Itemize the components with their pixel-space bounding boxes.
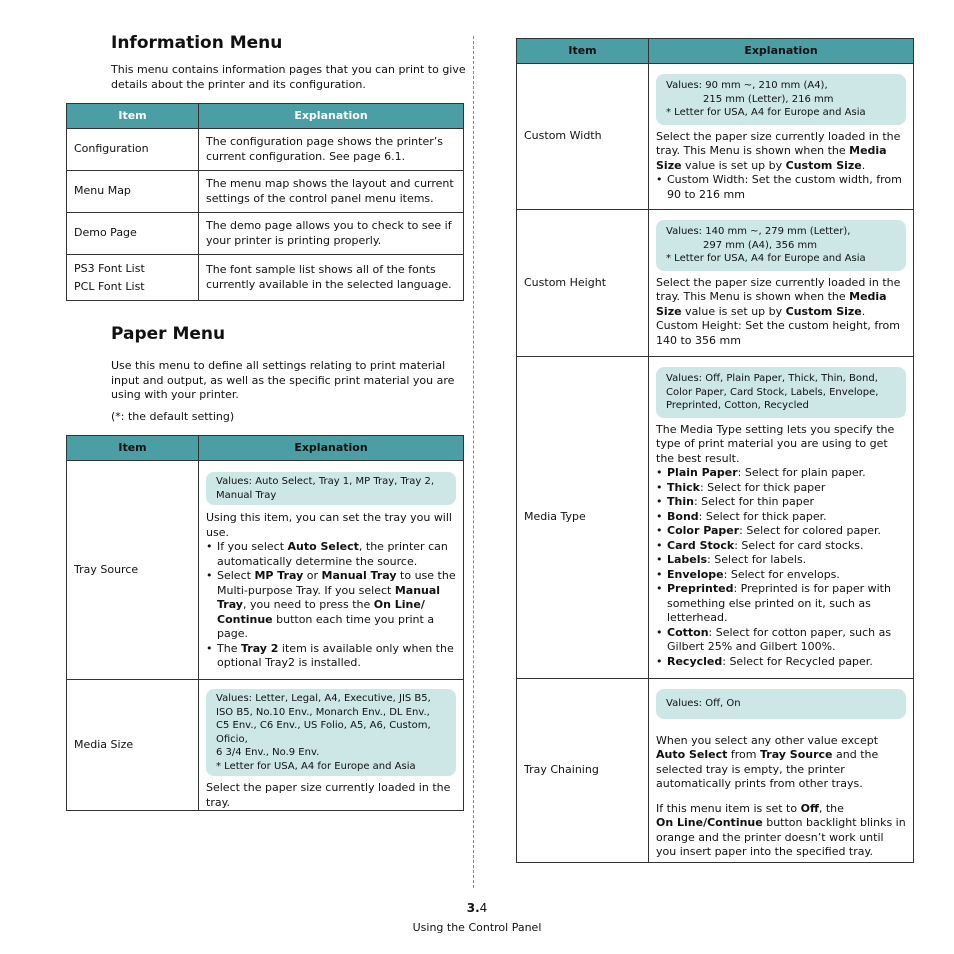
list-item: • Thick: Select for thick paper — [667, 481, 906, 496]
values-box: Values: 90 mm ~, 210 mm (A4), 215 mm (Letter), 216 mm * Letter for USA, A4 for Europe and Asia — [656, 74, 906, 125]
paper-menu-table-left — [66, 435, 464, 811]
explanation-text: When you select any other value except Auto Select from Tray Source and the selected tray is empty, the printer automatically prints from other trays. — [656, 733, 879, 790]
list-item: • Card Stock: Select for card stocks. — [667, 539, 906, 554]
option-list — [206, 540, 456, 671]
information-menu-heading: Information Menu — [111, 33, 283, 53]
table-row — [67, 680, 464, 811]
information-menu-intro: This menu contains information pages that you can print to give details about the printer and its configuration. — [111, 63, 466, 91]
values-box: Values: Auto Select, Tray 1, MP Tray, Tray 2, Manual Tray — [206, 472, 456, 505]
list-item: • Plain Paper: Select for plain paper. — [667, 466, 906, 481]
list-item: • The Tray 2 item is available only when the optional Tray2 is installed. — [217, 642, 456, 671]
row-item: Custom Width — [517, 64, 649, 210]
list-item: • Custom Width: Set the custom width, from 90 to 216 mm — [667, 173, 906, 202]
row-explanation — [649, 210, 914, 357]
table-row — [67, 255, 464, 301]
list-item: • Select MP Tray or Manual Tray to use the Multi-purpose Tray. If you select Manual Tray, you need to press the On Line/ Continue button each time you print a page. — [217, 569, 456, 642]
explanation-text: Select the paper size currently loaded in the tray. — [206, 781, 451, 809]
list-item: • If you select Auto Select, the printer can automatically determine the source. — [217, 540, 456, 569]
row-explanation — [199, 461, 464, 680]
row-explanation: The configuration page shows the printer’s current configuration. See page 6.1. — [199, 129, 464, 171]
table-row — [67, 213, 464, 255]
explanation-text: If this menu item is set to Off, the On Line/Continue button backlight blinks in orange and the printer doesn’t work until you insert paper into the specified tray. — [656, 801, 906, 858]
list-item: • Labels: Select for labels. — [667, 553, 906, 568]
row-item — [67, 255, 199, 301]
list-item: • Envelope: Select for envelops. — [667, 568, 906, 583]
table-row — [517, 64, 914, 210]
row-explanation — [649, 357, 914, 679]
table-row — [517, 679, 914, 863]
page-number: 3.4 — [466, 901, 488, 915]
list-item: • Cotton: Select for cotton paper, such as Gilbert 25% and Gilbert 100%. — [667, 626, 906, 655]
table-row — [67, 461, 464, 680]
row-explanation: The menu map shows the layout and current settings of the control panel menu items. — [199, 171, 464, 213]
values-box: Values: Off, Plain Paper, Thick, Thin, Bond, Color Paper, Card Stock, Labels, Envelope, Preprinted, Cotton, Recycled — [656, 367, 906, 418]
option-list — [656, 466, 906, 669]
table-row — [67, 129, 464, 171]
list-item: • Color Paper: Select for colored paper. — [667, 524, 906, 539]
list-item: • Bond: Select for thick paper. — [667, 510, 906, 525]
table-row — [67, 171, 464, 213]
footer-title: Using the Control Panel — [412, 921, 542, 934]
row-item: Tray Chaining — [517, 679, 649, 863]
values-box: Values: Letter, Legal, A4, Executive, JIS B5, ISO B5, No.10 Env., Monarch Env., DL Env., C5 Env., C6 Env., US Folio, A5, A6, Custom, Oficio, 6 3/4 Env., No.9 Env. * Letter for USA, A4 for Europe and Asia — [206, 689, 456, 776]
explanation-text: Custom Height: Set the custom height, from 140 to 356 mm — [656, 319, 900, 347]
explanation-text: Using this item, you can set the tray you will use. — [206, 511, 452, 539]
row-explanation — [649, 679, 914, 863]
column-header-item: Item — [67, 104, 199, 129]
explanation-text: Select the paper size currently loaded in the tray. This Menu is shown when the Media Size value is set up by Custom Size. — [656, 129, 901, 172]
default-setting-note: (*: the default setting) — [111, 410, 235, 423]
column-header-item: Item — [517, 39, 649, 64]
row-item: Custom Height — [517, 210, 649, 357]
column-divider — [473, 36, 474, 888]
values-box: Values: 140 mm ~, 279 mm (Letter), 297 mm (A4), 356 mm * Letter for USA, A4 for Europe and Asia — [656, 220, 906, 271]
column-header-explanation: Explanation — [649, 39, 914, 64]
table-row — [517, 357, 914, 679]
paper-menu-table-right — [516, 38, 914, 863]
explanation-text: Select the paper size currently loaded in the tray. This Menu is shown when the Media Size value is set up by Custom Size. — [656, 275, 901, 318]
paper-menu-intro: Use this menu to define all settings relating to print material input and output, as well as the specific print material you are using with your printer. — [111, 359, 455, 401]
column-header-item: Item — [67, 436, 199, 461]
list-item: • Recycled: Select for Recycled paper. — [667, 655, 906, 670]
row-item: Media Type — [517, 357, 649, 679]
row-item: Media Size — [67, 680, 199, 811]
row-explanation: The demo page allows you to check to see if your printer is printing properly. — [199, 213, 464, 255]
row-item: Tray Source — [67, 461, 199, 680]
column-header-explanation: Explanation — [199, 436, 464, 461]
information-menu-table — [66, 103, 464, 301]
row-explanation: The font sample list shows all of the fonts currently available in the selected language. — [199, 255, 464, 301]
row-item: Demo Page — [67, 213, 199, 255]
paper-menu-heading: Paper Menu — [111, 324, 226, 344]
row-item-line: PCL Font List — [74, 279, 145, 293]
row-item: Menu Map — [67, 171, 199, 213]
list-item: • Thin: Select for thin paper — [667, 495, 906, 510]
values-box: Values: Off, On — [656, 689, 906, 719]
option-list — [656, 173, 906, 202]
table-row — [517, 210, 914, 357]
explanation-text: The Media Type setting lets you specify the type of print material you are using to get the best result. — [656, 422, 895, 465]
row-item: Configuration — [67, 129, 199, 171]
row-explanation — [649, 64, 914, 210]
row-item-line: PS3 Font List — [74, 261, 145, 275]
row-explanation — [199, 680, 464, 811]
list-item: • Preprinted: Preprinted is for paper with something else printed on it, such as letterhead. — [667, 582, 906, 626]
column-header-explanation: Explanation — [199, 104, 464, 129]
